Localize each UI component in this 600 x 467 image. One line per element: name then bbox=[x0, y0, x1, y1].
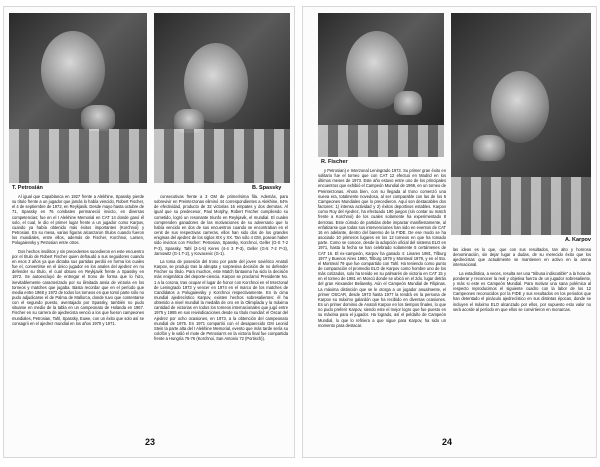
page-number-right: 24 bbox=[442, 437, 453, 447]
left-col1-paragraph: Dos hechos insólitos y sin precedentes sucedieron en este encuentro por el título de Robert Fischer quien defraudó a sus seguidores cuando en esos 3 años ya que dictaba sus partidas perdió en forma los cuales fue el, convertirse en el único jugador en los anales del ajedrez en no defender su título, el cual obtuvo en Reykjavik frente a Spassky en 1972. Se autoexcluyó de entregar el trono de forma que lo hizo, inevitablemente caracterizado por su ilimitada ansia de victoria en los torneos y matches que jugaba. Basta recordar que en el período que media entre 1968 y 1972 de todos los torneos en que tomó parte sólo no pudo adjudicarse el de Palma de Mallorca, donde tuvo que contentarse con el segundo puesto, aventajado por Spassky, también no pudo situarse en medio de la tabla en un campeonato de Holanda en 1967. Fischer en su carrera de ajedrecista venció a los que fueron campeones mundiales, Petrosian, Tahl, Spassky, Euwe, con un éxito que solo así se consagró en el ajedrez mundial en los años 1970 y 1971. bbox=[12, 248, 144, 326]
spassky-caption: B. Spassky bbox=[252, 185, 282, 191]
right-col2-paragraph: las ideas es lo que, que con sus resultados, tan alto y honrosa denominación, sin dejar lugar a dudas, de su merecido éxito que los ajedrecistas que actualmente se mantienen en activo en la arena internacional. bbox=[453, 247, 591, 268]
left-col2-paragraph: consecutivas frente a 3 GM de primerísima fila. Además, para sobrevivir en Preinterzonas eliminó 44 correspondientes a Alekhine, 64% de efectividad, producto de 32 victorias 16 empates y dos derrotas. Al igual que su predecesor, Paul Morphy, Robert Fischer cumpliendo su cometido, logró un resonante triunfo en Reykjavik, el mundial. El cuales comprenden ganadores de las motivaciones de su adversario que lo había vencido en dos de sus encuentros cuando se encontraban en el cenit de sus respectivas carreras, ellos han sido dos de los grandes enigmas del ajedrez de los siglos XIX y XX. Tan sólo 4 GM, posean haber sido invictos con Fischer: Petrosian, Spassky, Korchnoi, Geller (G-S 7-2 P-3), Spassky, Tahl (2-1-5) Keres (4-4 3 P-3), Geller (G-5 7-2 P-3), Jarnowitz (G-1 T-2), y Kovacevic (G-1). bbox=[154, 194, 288, 256]
right-page-column-1 bbox=[318, 168, 446, 422]
karpov-photo bbox=[451, 13, 591, 235]
fischer-photo bbox=[318, 13, 444, 157]
right-col2-paragraph: La estadística, a veces, resulta ser una "tribuna indiscutible" a la hora de ponderar y reconocer la real y objetiva fuerza de un jugador sobresaliente, y más si este es Campeón Mundial. Para motivar una sana polémica al respecto reproducimos el siguiente cuadro con la labor de los 12 Campeones reconocidos por la FIDE y sus resultados en los periodos que han detentado el pináculo ajedrecístico en sus distintas épocas, donde se incluyen el máximo ELO alcanzado por ellos, por supuesto esto valor no será acorde al período en que ellos se convirtieron en monarcas. bbox=[453, 270, 591, 312]
petrosian-caption: T. Petrosián bbox=[12, 185, 43, 191]
left-page-column-1 bbox=[12, 194, 144, 422]
karpov-chessboard bbox=[451, 177, 591, 235]
left-col1-paragraph: Al igual que Capablanca en 1927 frente a Alekhine, Spassky pierde su título frente a un jugador que jamás lo había vencido, Robert Fischer, el 4 de septiembre de 1972, en Reykjavik. Desde mayo hasta octubre de 71, Spassky en 76 combates permaneció invicto, en diversas competencias; fue en el I Alekhine Memorial en CAT 14 donde ganó él solo, el cual, le dio el primer lugar frente a un jugador como Karpov, cuando ya había obtenido más éxitos importantes (Korchnoi) y Petrosian. En su mesa, varias figuras alcanzaron títulos cuando fueron los mundiales, entre ellos, además de Fischer, Korchnoi, Larsen, Polugaievsky y Petrosian entre otros. bbox=[12, 194, 144, 246]
petrosian-face bbox=[41, 31, 105, 109]
right-col1-paragraph: y Petrosian) e Interzonal Leningrado 1973. Su primer gran éxito en solitario fue el torneo que con CAT 12 efectuó en Madrid en los últimos meses de 1973. Este año estuvo entre uno de los principales encuentros que exhibió el Campeón Mundial de 1969, en un torneo de Preinterzonas. Ahora bien, con su llegada al trono comenzó una nueva era, totalmente novedosa, al ser comparable con las de los 5 Campeones Mundiales que lo precedieron. Aquí son destacables dos factores: 1) intensa actividad y 2) éxitos deportivos estables. Karpov como Roy del Ajedrez, ha efectuado 190 juegos (sin contar su match frente a Korchnoi) de los cuales solamente ha experimentado 8 derrotas. Este cúmulo de partidas debe impactar manifiestamente, al enfatizarse que todas sus intervenciones han sido en eventos de CAT 16 en adelante, dentro del baremo de la FIDE. De ese modo se ha asociado 10 primeros lugares en los 12 torneos en que ha tomado parte. Como se conoce, desde la adopción oficial del sistema ELO en 1971, hasta la fecha se han celebrado solamente 5 certámenes de CAT 16. El ex-campeón, Karpov ha ganado 4: Linares 1981, Tilburg 1977 y Buenos Aires 1980, Tilburg 1979 y Montreal 1979, y en el 5to. el Montreal 79 que fue compartido con Tahl. Ha teniendo como punto de comparación el promedio ELO de Karpov como hombre uno de los más cotizados, solo ha tenido en su palmarés de victoria en CAT 15 y en el torneo de 1981 en Moscú donde se ubicó en el 2do. lugar detrás del gran Alexander Beliavsky. Aún el Campeón Mundial de Filipinas. La máxima distinción que se le otorga a un jugador anualmente, el primer OSCAR, desde 1973 hasta 1977 la tendrá en la persona de Karpov su máximo galardón que ha recibido en diversas ocasiones. Es un primer dominio de Anatoli Karpov en los tiempos finales, lo que no pudo preferir Karpov, siendo este el mejor logro que fue puesto en su máxima para el jugador. Ha logrado, así el peldaño de Campeón Mundial, lo que lo refiriera a que sigue para Karpov, ha sido un momento para destacar. bbox=[318, 168, 446, 328]
left-col2-paragraph: La toma de posesión del trono por parte del joven soviético Anatoli Karpov, se produjo tras la abrupta y sorpresiva decisión de no defender Fischer su título. Para muchos, este Match fantasma ha sido la decisión más enigmática del deporte-ciencia. Karpov se proclamó Presidente No. 1 a la corona, tras ocupar el lugar de honor con Korchnoi en el Interzonal de Leningrado 1973 y vencer en 1974 en el marco de los matches de Candidatos a Polugaievsky y Korchnoi respectivamente. En la cima mundial ajedrecístico Karpov, existen hechos sobresalientes: él ha obtenido a nivel mundial la medalla de oro en la Olimpíada y la máxima cantidad de victorias en todos los torneos internacionales que jugó entre 1975 y 1985 en sus reivindicaciones desde su título mundial: el Oscar del Ajedrez por ocho ocasiones, en 1973, a la obtención del campeonato mundial de 1975. En 1971 compartió con el desaparecido GM Leonid Stein la parte alta del I Alekhine Memorial, evento que más tarde sería su colofón y le valió el mote de Petrosian's en la victoria final fue compartida frente a Hungría 75-76 (Korchnoi, San Antonio 72 (Portisch)). bbox=[154, 258, 288, 342]
spassky-chessboard bbox=[154, 129, 290, 183]
petrosian-hand bbox=[81, 105, 115, 131]
fischer-caption: R. Fischer bbox=[321, 159, 348, 165]
left-page bbox=[3, 6, 295, 458]
page-number-left: 23 bbox=[145, 437, 156, 447]
karpov-caption: A. Karpov bbox=[565, 237, 591, 243]
spassky-photo bbox=[154, 13, 290, 183]
petrosian-chessboard bbox=[9, 129, 147, 183]
right-page-column-2 bbox=[453, 247, 591, 417]
fischer-hand bbox=[394, 91, 422, 115]
petrosian-photo bbox=[9, 13, 147, 183]
right-page bbox=[302, 6, 597, 458]
karpov-hand bbox=[473, 135, 505, 161]
karpov-face bbox=[491, 71, 549, 143]
left-page-column-2 bbox=[154, 194, 288, 422]
fischer-chessboard bbox=[318, 125, 444, 157]
